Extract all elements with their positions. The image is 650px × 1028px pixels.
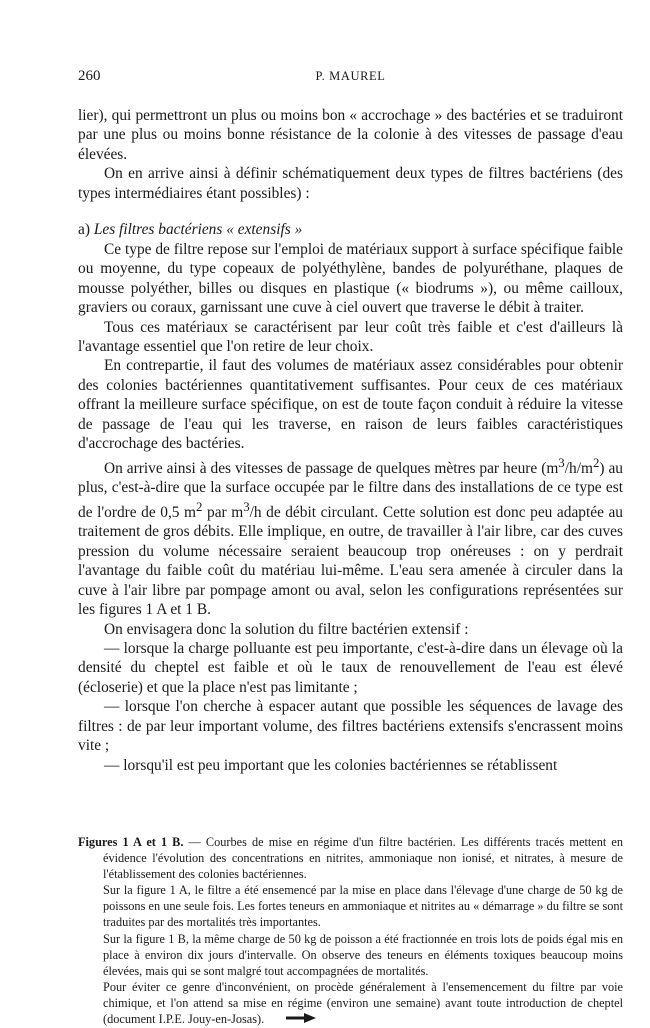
text-run: ) au plus, c'est-à-dire que la surface occupée par le filtre dans des installations de ce type est de l'ordre de 0,5 m xyxy=(78,459,623,521)
section-heading xyxy=(78,220,623,239)
paragraph: Tous ces matériaux se caractérisent par leur coût très faible et c'est d'ailleurs là l'avantage essentiel que l'on retire de leur choix. xyxy=(78,318,623,355)
text-run: par m xyxy=(202,503,244,521)
page-number: 260 xyxy=(78,68,101,84)
caption-lead xyxy=(78,834,623,882)
paragraph: On envisagera donc la solution du filtre bactérien extensif : xyxy=(104,620,469,638)
paragraph: Ce type de filtre repose sur l'emploi de matériaux support à surface spécifique faible ou moyenne, du type copeaux de polyéthylène, bandes de polyuréthane, plaques de mousse polyéther, billes ou disques en plastique (« biodrums »), ou même cailloux, graviers ou coraux, garnissant une cuve à ciel ouvert que traverse le débit à traiter. xyxy=(78,240,623,317)
section-prefix: a) xyxy=(78,221,90,239)
paragraph xyxy=(78,454,623,620)
text-run: On arrive ainsi à des vitesses de passage de quelques mètres par heure (m xyxy=(104,459,559,477)
section-title: Les filtres bactériens « extensifs » xyxy=(93,221,303,239)
caption-line xyxy=(78,979,623,1028)
text-run: /h/m xyxy=(564,459,593,477)
superscript: 3 xyxy=(243,499,250,514)
right-arrow-icon xyxy=(286,1012,316,1028)
caption-lead-text: — Courbes de mise en régime d'un filtre bactérien. Les différents tracés mettent en évidence l'évolution des concentrations en nitrites, ammoniaque non ionisé, et nitrates, à mesure de l'établissement des colonies bactériennes. xyxy=(103,835,623,882)
caption-line: Sur la figure 1 A, le filtre a été ensemencé par la mise en place dans l'élevage d'une charge de 50 kg de poissons en une seule fois. Les fortes teneurs en ammoniaque et nitrites au « démarrage » du filtre se sont traduites par des mortalités très importantes. xyxy=(103,883,623,930)
caption-line: Sur la figure 1 B, la même charge de 50 kg de poisson a été fractionnée en trois lots de poids égal mis en place à environ dix jours d'intervalle. On observe des teneurs en éléments toxiques beaucoup moins élevées, mais qui se sont malgré tout accompagnées de mortalités. xyxy=(103,931,623,978)
running-head-author: P. MAUREL xyxy=(315,69,386,83)
list-item: — lorsqu'il est peu important que les colonies bactériennes se rétablissent xyxy=(104,756,558,774)
superscript: 2 xyxy=(196,499,203,514)
paragraph: On en arrive ainsi à définir schématiquement deux types de filtres bactériens (des types intermédiaires étant possibles) : xyxy=(78,165,623,202)
caption-line-text: Pour éviter ce genre d'inconvénient, on procède généralement à l'ensemencement du filtre par voie chimique, et l'on attend sa mise en régime (environ une semaine) avant toute introduction de cheptel (document I.P.E. Jouy-en-Josas). xyxy=(103,979,623,1027)
superscript: 2 xyxy=(592,455,600,470)
page-header xyxy=(78,68,623,88)
list-item: — lorsque la charge polluante est peu importante, c'est-à-dire dans un élevage où la densité du cheptel est faible et où le taux de renouvellement de l'eau est élevé (écloserie) et que la place n'est pas limitante ; xyxy=(78,640,623,696)
body-text xyxy=(78,106,623,775)
caption-label: Figures 1 A et 1 B. xyxy=(78,835,184,849)
list-item: — lorsque l'on cherche à espacer autant que possible les séquences de lavage des filtres : de par leur important volume, des filtres bactériens extensifs s'encrassent moins vite ; xyxy=(78,698,623,755)
superscript: 3 xyxy=(558,455,565,470)
paragraph: lier), qui permettront un plus ou moins bon « accrochage » des bactéries et se traduiront par une plus ou moins bonne résistance de la colonie à des vitesses de passage d'eau élevées. xyxy=(78,107,623,163)
figure-caption xyxy=(78,834,623,1028)
paragraph: En contrepartie, il faut des volumes de matériaux assez considérables pour obtenir des colonies bactériennes quantitativement suffisantes. Pour ceux de ces matériaux offrant la meilleure surface spécifique, on est de toute façon conduit à réduire la vitesse de passage de l'eau qui les traverse, en raison de leurs faibles caractéristiques d'accrochage des bactéries. xyxy=(78,357,623,453)
text-run: /h de débit circulant. Cette solution est donc peu adaptée au traitement de gros débits. Elle implique, en outre, de travailler à l'air libre, car des cuves pression du volume nécessaire seraient beaucoup trop onéreuses : on y perdrait l'avantage du faible coût du matériau lui-même. L'eau sera amenée à circuler dans la cuve à l'air libre par pompage amont ou aval, selon les configurations représentées sur les figures 1 A et 1 B. xyxy=(78,503,623,619)
